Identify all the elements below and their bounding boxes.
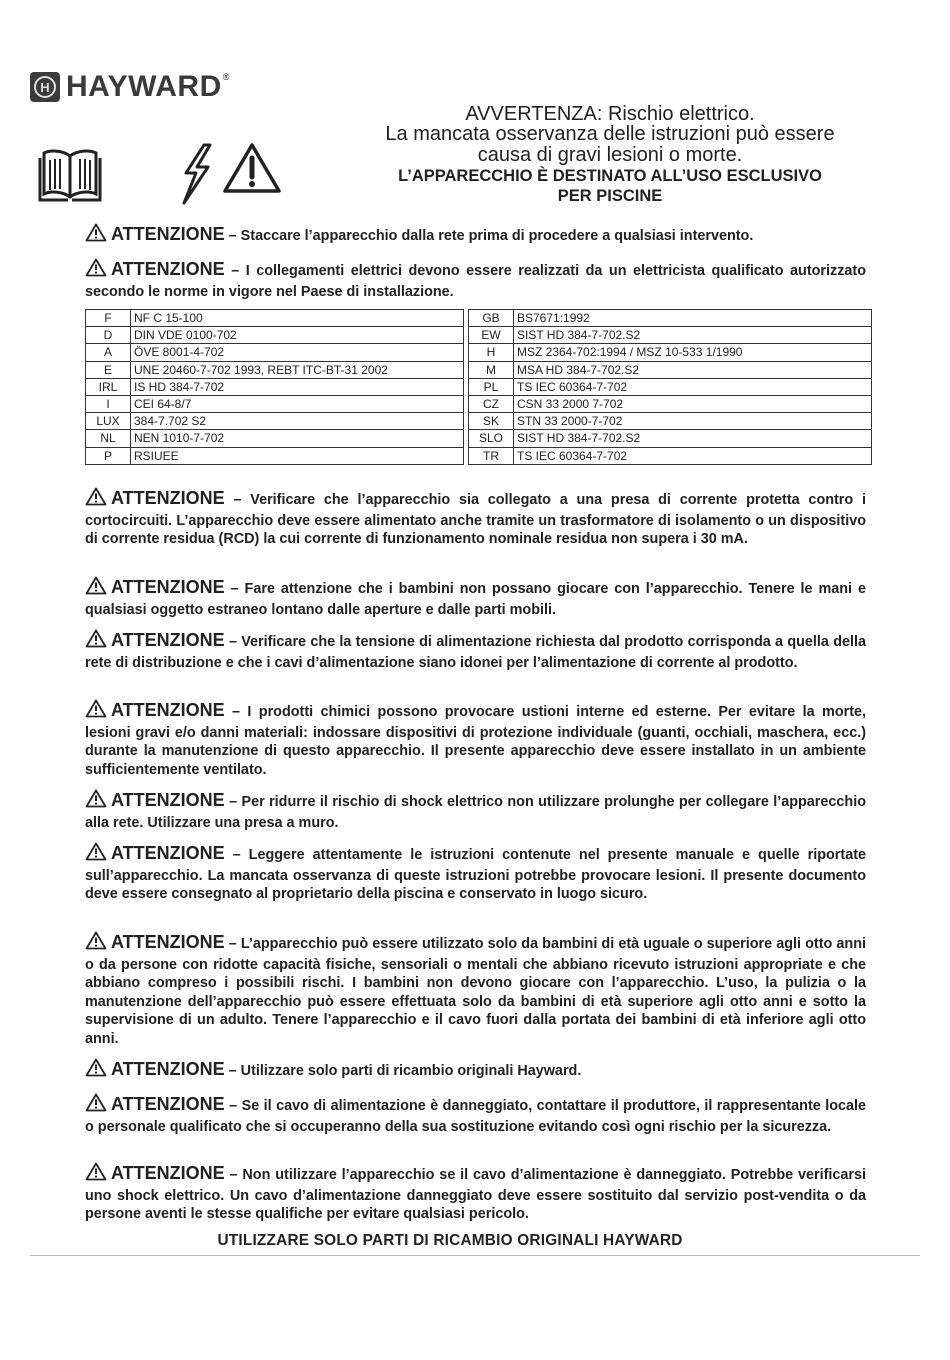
country-code-cell: TR	[469, 447, 514, 464]
registered-mark: ®	[222, 72, 230, 82]
warning-word: ATTENZIONE	[111, 630, 225, 650]
warning-paragraph	[85, 258, 866, 301]
footer-note: UTILIZZARE SOLO PARTI DI RICAMBIO ORIGINALI HAYWARD	[217, 1232, 683, 1249]
warning-text: – Fare attenzione che i bambini non possano giocare con l’apparecchio. Tenere le mani e qualsiasi oggetto estraneo lontano dalle aperture e dalle parti mobili.	[85, 581, 866, 618]
country-code-cell: H	[469, 344, 514, 361]
country-code-cell: SLO	[469, 430, 514, 447]
header-line-5: PER PISCINE	[557, 187, 663, 205]
warning-triangle-icon	[85, 576, 107, 601]
warning-paragraph	[85, 842, 866, 904]
norm-cell: TS IEC 60364-7-702	[514, 447, 872, 464]
header-line-1: AVVERTENZA: Rischio elettrico.	[465, 103, 755, 125]
norm-cell: IS HD 384-7-702	[131, 378, 464, 395]
warning-paragraph	[85, 699, 866, 779]
warning-triangle-icon	[85, 931, 107, 956]
norm-cell: CEI 64-8/7	[131, 395, 464, 412]
norm-cell: 384-7.702 S2	[131, 413, 464, 430]
table-row	[86, 447, 872, 464]
warning-word: ATTENZIONE	[111, 1163, 225, 1183]
warning-paragraph	[85, 487, 866, 549]
country-code-cell: P	[86, 447, 131, 464]
table-row	[86, 430, 872, 447]
warning-paragraph	[85, 1093, 866, 1136]
warning-text: – Per ridurre il rischio di shock elettrico non utilizzare prolunghe per collegare l’apparecchio alla rete. Utilizzare una presa a muro.	[85, 794, 866, 831]
country-code-cell: A	[86, 344, 131, 361]
warning-text: – Leggere attentamente le istruzioni contenute nel presente manuale e quelle riportate sull’apparecchio. La mancata osservanza di queste istruzioni potrebbe provocare lesioni. Il presente documento deve essere consegnato al proprietario della piscina e conservato in luogo sicuro.	[85, 847, 866, 903]
country-code-cell: E	[86, 361, 131, 378]
warning-paragraph	[85, 576, 866, 619]
warning-word: ATTENZIONE	[111, 1059, 225, 1079]
norms-table	[85, 309, 872, 465]
table-row	[86, 413, 872, 430]
warning-text: – Utilizzare solo parti di ricambio originali Hayward.	[228, 1063, 582, 1079]
country-code-cell: LUX	[86, 413, 131, 430]
norm-cell: CSN 33 2000 7-702	[514, 395, 872, 412]
warning-word: ATTENZIONE	[111, 224, 225, 244]
warning-triangle-icon	[85, 1058, 107, 1083]
country-code-cell: F	[86, 310, 131, 327]
warning-word: ATTENZIONE	[111, 700, 225, 720]
norm-cell: SIST HD 384-7-702.S2	[514, 430, 872, 447]
warning-triangle-icon	[85, 699, 107, 724]
country-code-cell: M	[469, 361, 514, 378]
warning-paragraph	[85, 1058, 866, 1083]
norm-cell: NF C 15-100	[131, 310, 464, 327]
country-code-cell: D	[86, 327, 131, 344]
warning-text: – I prodotti chimici possono provocare ustioni interne ed esterne. Per evitare la morte, lesioni gravi e/o danni materiali: indossare dispositivi di protezione individuale (guanti, occhiali, maschera, ecc.) durante la manutenzione di questo apparecchio. Il presente apparecchio deve essere installato in un ambiente sufficientemente ventilato.	[85, 704, 867, 778]
warning-word: ATTENZIONE	[111, 932, 225, 952]
norm-cell: NEN 1010-7-702	[131, 430, 464, 447]
warning-triangle-icon	[85, 1093, 107, 1118]
lightning-bolt-icon	[178, 143, 214, 205]
warning-text: – Se il cavo di alimentazione è danneggiato, contattare il produttore, il rappresentante locale o personale qualificato che si occuperanno della sua sostituzione evitando così ogni rischio per la sicurezza.	[85, 1098, 866, 1135]
table-row	[86, 395, 872, 412]
table-row	[86, 327, 872, 344]
norm-cell: STN 33 2000-7-702	[514, 413, 872, 430]
warning-triangle-icon	[85, 629, 107, 654]
warning-text: – I collegamenti elettrici devono essere realizzati da un elettricista qualificato autorizzato secondo le norme in vigore nel Paese di installazione.	[85, 263, 866, 300]
norm-cell: BS7671:1992	[514, 310, 872, 327]
norm-cell: TS IEC 60364-7-702	[514, 378, 872, 395]
table-row	[86, 310, 872, 327]
header-line-3: causa di gravi lesioni o morte.	[477, 144, 743, 166]
warning-word: ATTENZIONE	[111, 1094, 225, 1114]
warning-triangle-icon	[85, 789, 107, 814]
warning-text: – Verificare che l’apparecchio sia collegato a una presa di corrente protetta contro i cortocircuiti. L’apparecchio deve essere alimentato anche tramite un trasformatore di isolamento o un dispositivo di corrente residua (RCD) la cui corrente di funzionamento nominale residua non supera i 30 mA.	[85, 492, 866, 548]
warning-triangle-icon	[222, 142, 282, 194]
warning-text: – Verificare che la tensione di alimentazione richiesta dal prodotto corrisponda a quella della rete di distribuzione e che i cavi d’alimentazione siano idonei per l’alimentazione di corrente al prodotto.	[85, 634, 866, 671]
norm-cell: DIN VDE 0100-702	[131, 327, 464, 344]
country-code-cell: GB	[469, 310, 514, 327]
warning-triangle-icon	[85, 842, 107, 867]
country-code-cell: CZ	[469, 395, 514, 412]
hayward-logo	[30, 72, 229, 102]
table-row	[86, 344, 872, 361]
norm-cell: ÖVE 8001-4-702	[131, 344, 464, 361]
country-code-cell: NL	[86, 430, 131, 447]
norm-cell: MSA HD 384-7-702.S2	[514, 361, 872, 378]
warning-paragraph	[85, 789, 866, 832]
header-line-4: L’APPARECCHIO È DESTINATO ALL’USO ESCLUSIVO	[398, 167, 822, 185]
country-code-cell: IRL	[86, 378, 131, 395]
warning-paragraph	[85, 223, 866, 248]
norm-cell: SIST HD 384-7-702.S2	[514, 327, 872, 344]
read-manual-icon	[38, 146, 102, 202]
electrical-risk-header	[325, 104, 895, 206]
divider	[30, 1255, 920, 1256]
warning-word: ATTENZIONE	[111, 577, 225, 597]
brand-name: HAYWARD	[66, 70, 222, 103]
hayward-emblem-icon: H	[30, 72, 60, 102]
warning-triangle-icon	[85, 223, 107, 248]
warning-text: – L’apparecchio può essere utilizzato solo da bambini di età uguale o superiore agli otto anni o da persone con ridotte capacità fisiche, sensoriali o mentali che abbiano ricevuto istruzioni appropriate e che abbiano compreso i possibili rischi. I bambini non devono giocare con l’apparecchio. L’uso, la pulizia o la manutenzione dell’apparecchio può essere effettuata solo da bambini di età superiore agli otto anni e sotto la supervisione di un adulto. Tenere l’apparecchio e il cavo fuori dalla portata dei bambini di età inferiore agli otto anni.	[85, 936, 866, 1047]
table-row	[86, 378, 872, 395]
country-code-cell: I	[86, 395, 131, 412]
norm-cell: RSIUEE	[131, 447, 464, 464]
warning-word: ATTENZIONE	[111, 488, 225, 508]
country-code-cell: EW	[469, 327, 514, 344]
country-code-cell: PL	[469, 378, 514, 395]
warning-text: – Non utilizzare l’apparecchio se il cavo d’alimentazione è danneggiato. Potrebbe verificarsi uno shock elettrico. Un cavo d’alimentazione danneggiato deve essere sostituito dal servizio post-vendita o da persone aventi le stesse qualifiche per evitare qualsiasi pericolo.	[85, 1167, 867, 1223]
warning-text: – Staccare l’apparecchio dalla rete prima di procedere a qualsiasi intervento.	[228, 228, 754, 244]
warning-paragraph	[85, 931, 866, 1049]
warning-word: ATTENZIONE	[111, 790, 225, 810]
warning-triangle-icon	[85, 1162, 107, 1187]
country-code-cell: SK	[469, 413, 514, 430]
warning-word: ATTENZIONE	[111, 259, 225, 279]
norm-cell: UNE 20460-7-702 1993, REBT ITC-BT-31 2002	[131, 361, 464, 378]
table-row	[86, 361, 872, 378]
header-line-2: La mancata osservanza delle istruzioni può essere	[385, 123, 835, 145]
warning-triangle-icon	[85, 258, 107, 283]
warning-triangle-icon	[85, 487, 107, 512]
warning-word: ATTENZIONE	[111, 843, 225, 863]
norm-cell: MSZ 2364-702:1994 / MSZ 10-533 1/1990	[514, 344, 872, 361]
warning-paragraph	[85, 629, 866, 672]
warning-paragraph	[85, 1162, 866, 1224]
